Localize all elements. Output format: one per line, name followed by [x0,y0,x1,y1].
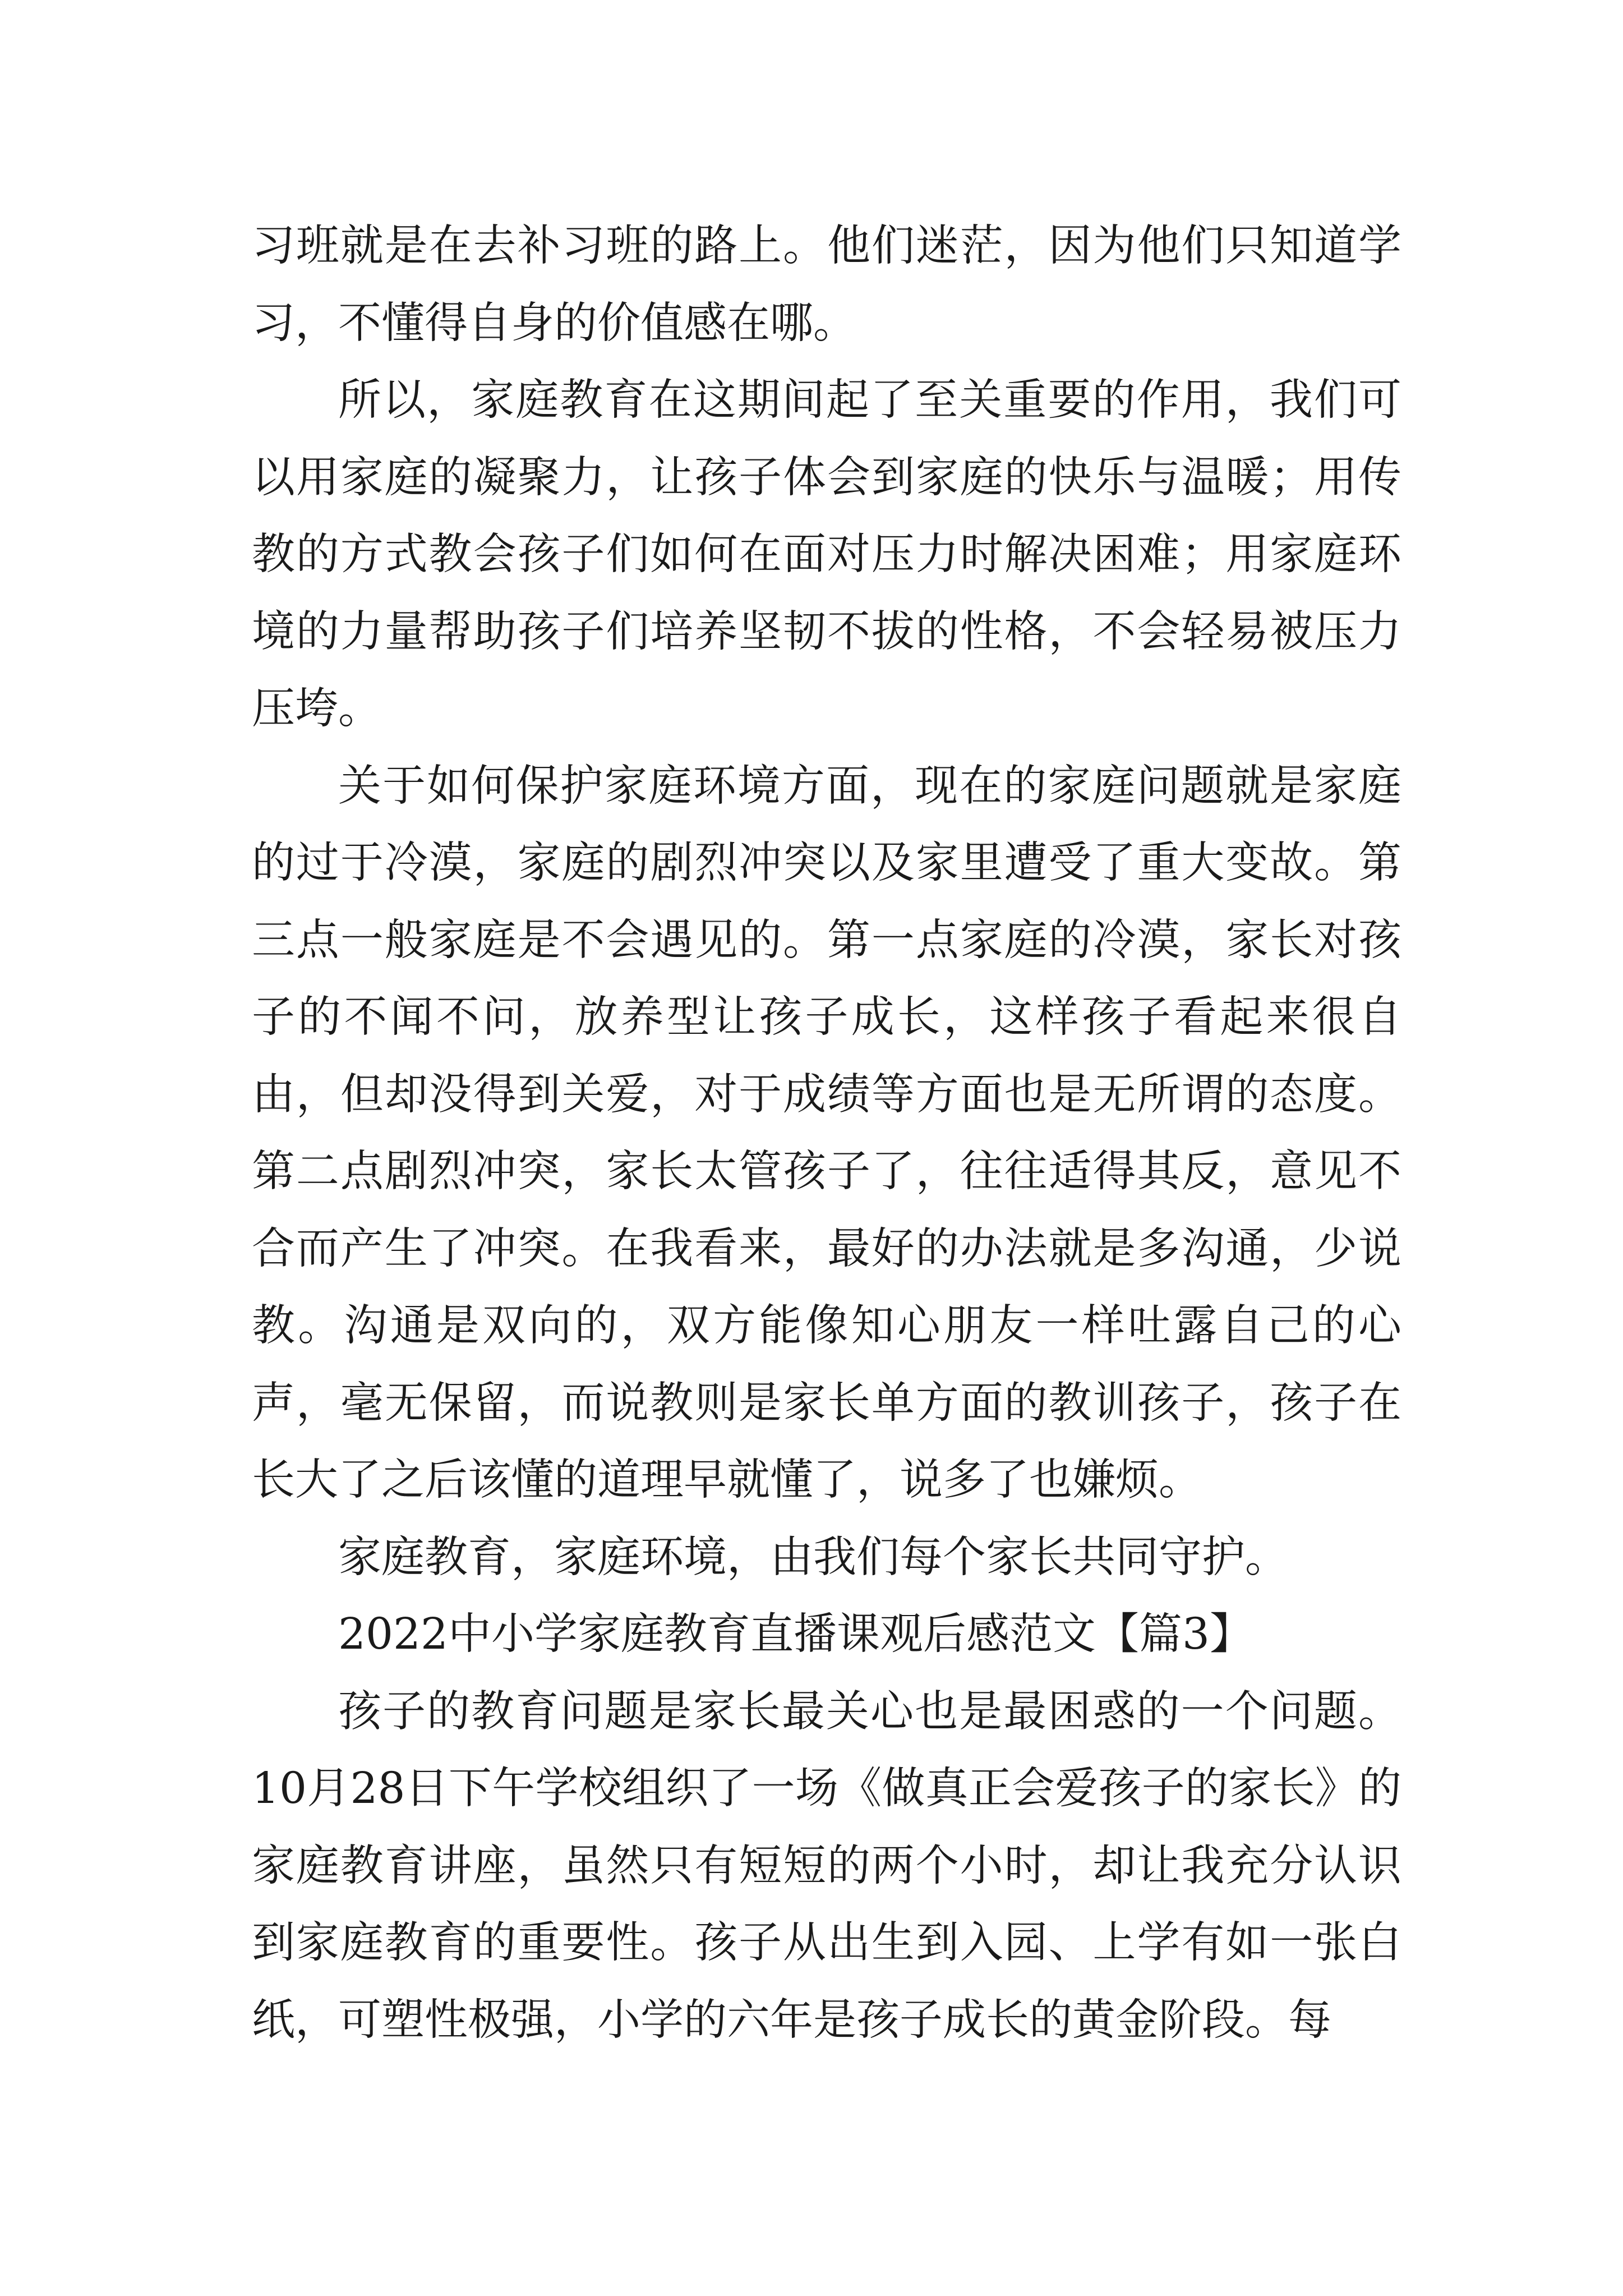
document-body [252,208,1401,2059]
paragraph-family-education-role: 所以，家庭教育在这期间起了至关重要的作用，我们可以用家庭的凝聚力，让孩子体会到家庭的快乐与温暖；用传教的方式教会孩子们如何在面对压力时解决困难；用家庭环境的力量帮助孩子们培养坚韧不拔的性格，不会轻易被压力压垮。 [252,375,1401,734]
section-heading: 2022中小学家庭教育直播课观后感范文【篇3】 [338,1609,1253,1659]
paragraph-article-3-intro: 孩子的教育问题是家长最关心也是最困惑的一个问题。10月28日下午学校组织了一场《做真正会爱孩子的家长》的家庭教育讲座，虽然只有短短的两个小时，却让我充分认识到家庭教育的重要性。孩子从出生到入园、上学有如一张白纸，可塑性极强，小学的六年是孩子成长的黄金阶段。每 [252,1686,1401,2045]
paragraph-conclusion: 家庭教育，家庭环境，由我们每个家长共同守护。 [338,1532,1288,1582]
paragraph-family-environment: 关于如何保护家庭环境方面，现在的家庭问题就是家庭的过于冷漠，家庭的剧烈冲突以及家里遭受了重大变故。第三点一般家庭是不会遇见的。第一点家庭的冷漠，家长对孩子的不闻不问，放养型让孩子成长，这样孩子看起来很自由，但却没得到关爱，对于成绩等方面也是无所谓的态度。第二点剧烈冲突，家长太管孩子了，往往适得其反，意见不合而产生了冲突。在我看来，最好的办法就是多沟通，少说教。沟通是双向的，双方能像知心朋友一样吐露自己的心声，毫无保留，而说教则是家长单方面的教训孩子，孩子在长大了之后该懂的道理早就懂了，说多了也嫌烦。 [252,761,1401,1505]
paragraph-continuation: 习班就是在去补习班的路上。他们迷茫，因为他们只知道学习，不懂得自身的价值感在哪。 [252,221,1401,348]
